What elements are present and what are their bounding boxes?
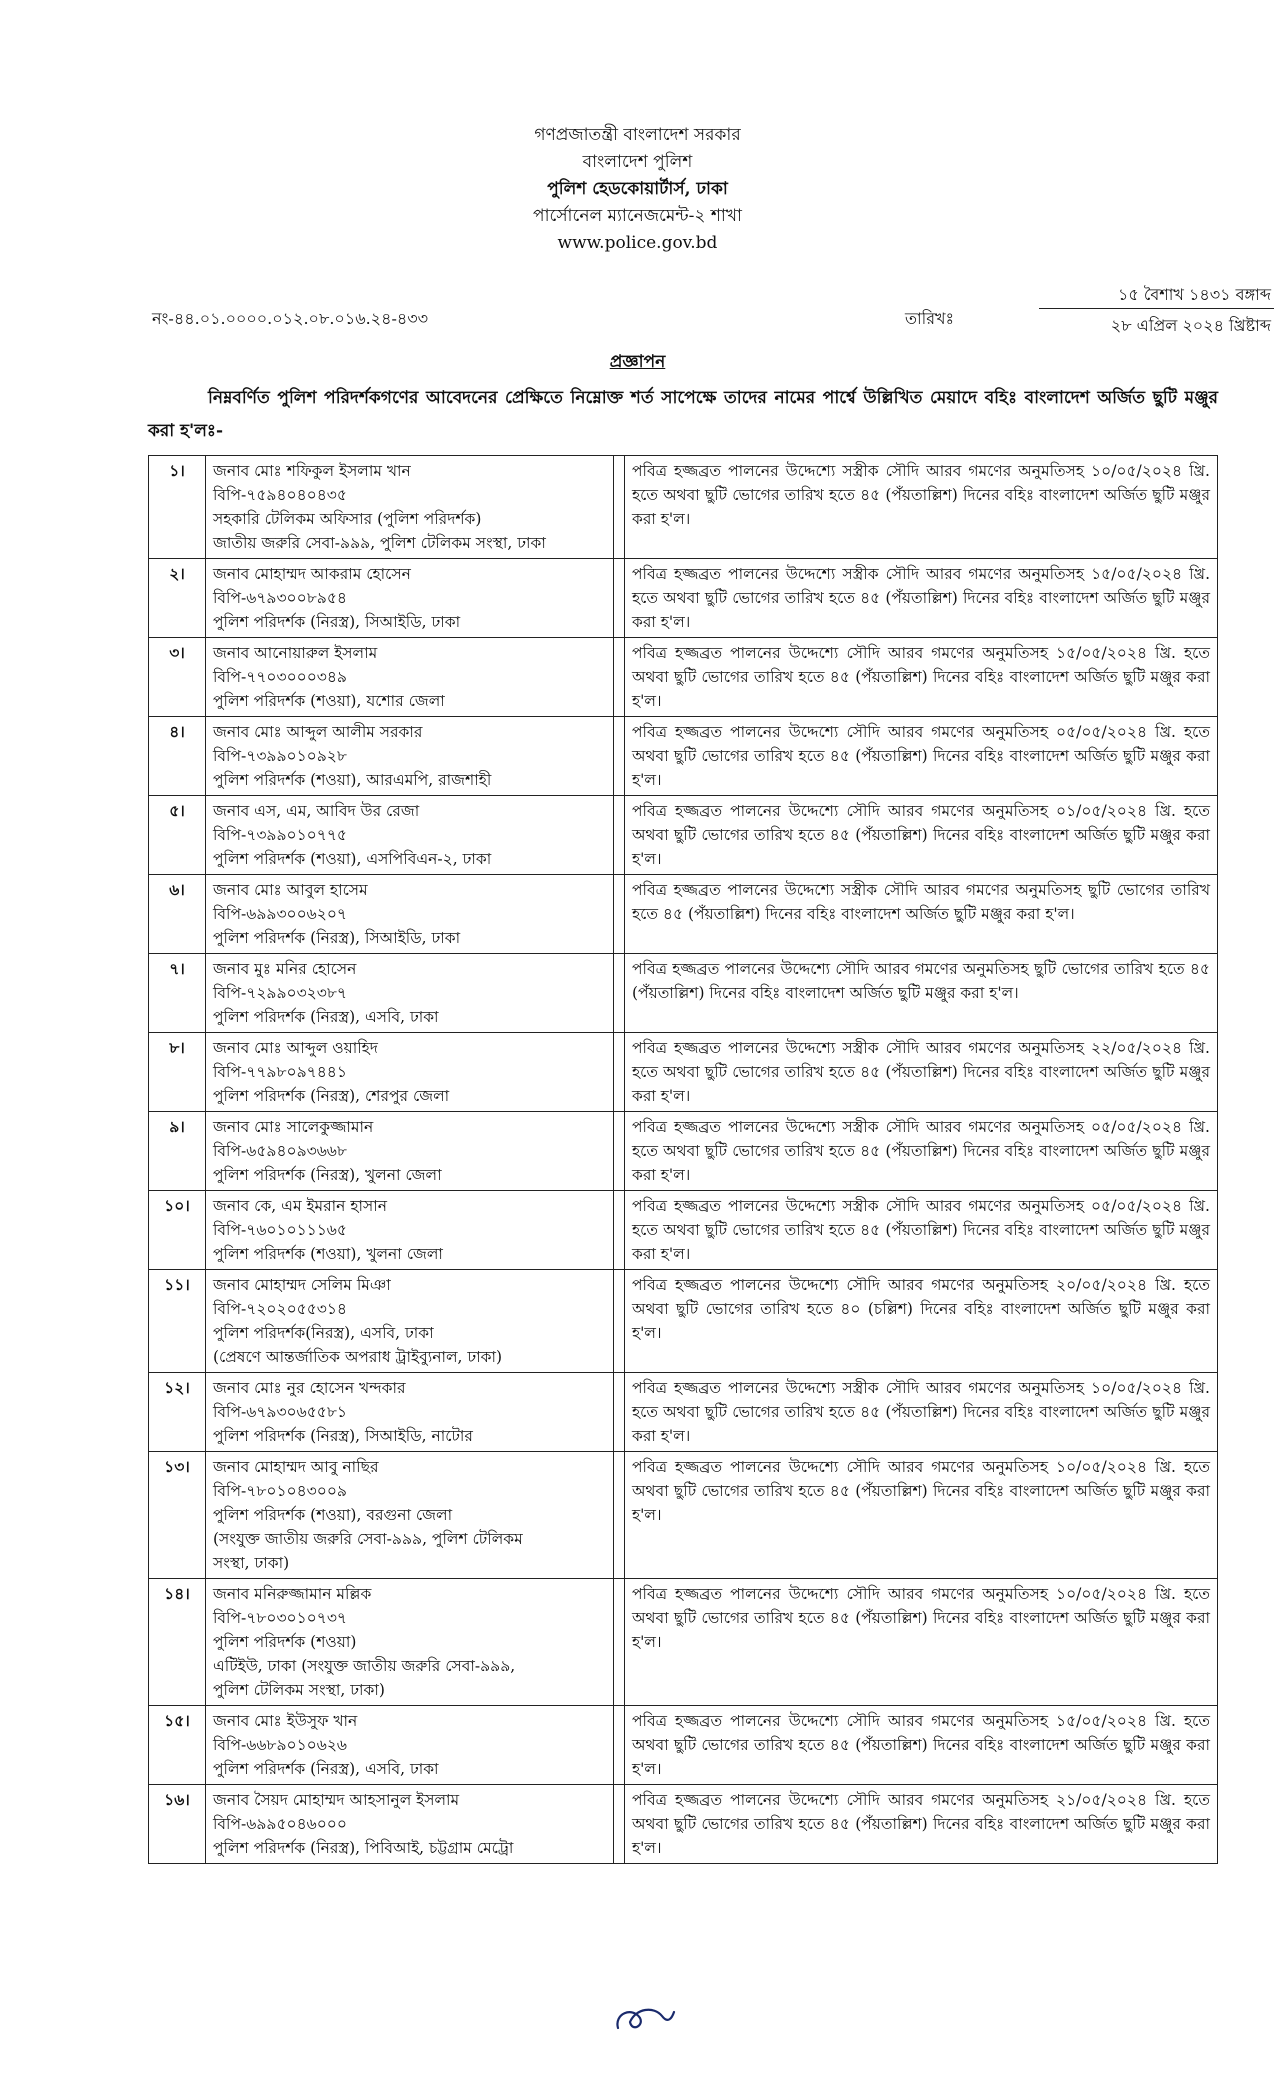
officer-name: জনাব মোঃ নুর হোসেন খন্দকার (213, 1379, 406, 1397)
leave-description: পবিত্র হজ্জব্রত পালনের উদ্দেশ্যে সস্ত্রীক সৌদি আরব গমণের অনুমতিসহ ০৫/০৫/২০২৪ খ্রি. হতে অথবা ছুটি ভোগের তারিখ হতে ৪৫ (পঁয়তাল্লিশ) দিনের বহিঃ বাংলাদেশ অর্জিত ছুটি মঞ্জুর করা হ'ল। (625, 1191, 1218, 1270)
leave-description: পবিত্র হজ্জব্রত পালনের উদ্দেশ্যে সস্ত্রীক সৌদি আরব গমণের অনুমতিসহ ছুটি ভোগের তারিখ হতে ৪৫ (পঁয়তাল্লিশ) দিনের বহিঃ বাংলাদেশ অর্জিত ছুটি মঞ্জুর করা হ'ল। (625, 875, 1218, 954)
table-row (149, 1706, 1218, 1785)
officer-name: জনাব আনোয়ারুল ইসলাম (213, 644, 378, 662)
officer-posting: পুলিশ পরিদর্শক (শওয়া), বরগুনা জেলা (213, 1506, 453, 1524)
officer-bp-number: বিপি-৬৭৯৩০০৮৯৫৪ (213, 589, 347, 607)
leave-description: পবিত্র হজ্জব্রত পালনের উদ্দেশ্যে সৌদি আরব গমণের অনুমতিসহ ১৫/০৫/২০২৪ খ্রি. হতে অথবা ছুটি ভোগের তারিখ হতে ৪৫ (পঁয়তাল্লিশ) দিনের বহিঃ বাংলাদেশ অর্জিত ছুটি মঞ্জুর করা হ'ল। (625, 638, 1218, 717)
officer-details (206, 559, 614, 638)
department-name: বাংলাদেশ পুলিশ (582, 152, 693, 172)
leave-table (148, 455, 1218, 1864)
officer-posting: জাতীয় জরুরি সেবা-৯৯৯, পুলিশ টেলিকম সংস্থা, ঢাকা (213, 534, 546, 552)
officer-bp-number: বিপি-৭৭০৩০০০৩৪৯ (213, 668, 347, 686)
officer-bp-number: বিপি-৭২০২০৫৫৩১৪ (213, 1300, 347, 1318)
officer-bp-number: বিপি-৭৭৯৮০৯৭৪৪১ (213, 1063, 347, 1081)
column-gap (614, 559, 625, 638)
officer-posting: (প্রেষণে আন্তর্জাতিক অপরাধ ট্রাইব্যুনাল, ঢাকা) (213, 1348, 503, 1366)
officer-bp-number: বিপি-৬৭৯৩০৬৫৫৮১ (213, 1403, 347, 1421)
officer-details (206, 1706, 614, 1785)
serial-number: ১। (149, 456, 206, 559)
leave-description: পবিত্র হজ্জব্রত পালনের উদ্দেশ্যে সৌদি আরব গমণের অনুমতিসহ ছুটি ভোগের তারিখ হতে ৪৫ (পঁয়তাল্লিশ) দিনের বহিঃ বাংলাদেশ অর্জিত ছুটি মঞ্জুর করা হ'ল। (625, 954, 1218, 1033)
officer-details (206, 954, 614, 1033)
officer-bp-number: বিপি-৭৫৯৪০৪০৪৩৫ (213, 486, 347, 504)
officer-posting: পুলিশ পরিদর্শক (নিরস্ত্র), পিবিআই, চট্টগ্রাম মেট্রো (213, 1839, 514, 1857)
officer-posting: (সংযুক্ত জাতীয় জরুরি সেবা-৯৯৯, পুলিশ টেলিকম (213, 1530, 523, 1548)
officer-details (206, 1579, 614, 1706)
officer-posting: পুলিশ পরিদর্শক (নিরস্ত্র), শেরপুর জেলা (213, 1087, 450, 1105)
officer-name: জনাব মোঃ আব্দুল ওয়াহিদ (213, 1039, 378, 1057)
serial-number: ৩। (149, 638, 206, 717)
letterhead (0, 122, 1275, 257)
officer-name: জনাব মোহাম্মদ সেলিম মিঞা (213, 1276, 391, 1294)
officer-bp-number: বিপি-৭২৯৯০৩২৩৮৭ (213, 984, 347, 1002)
officer-name: জনাব মুঃ মনির হোসেন (213, 960, 357, 978)
officer-name: জনাব মোঃ ইউসুফ খান (213, 1712, 358, 1730)
column-gap (614, 1452, 625, 1579)
officer-bp-number: বিপি-৬৫৯৪০৯৩৬৬৮ (213, 1142, 347, 1160)
memo-number: নং-৪৪.০১.০০০০.০১২.০৮.০১৬.২৪-৪৩৩ (152, 309, 429, 328)
serial-number: ১৪। (149, 1579, 206, 1706)
serial-number: ৬। (149, 875, 206, 954)
officer-bp-number: বিপি-৬৬৮৯০১০৬২৬ (213, 1736, 347, 1754)
officer-details (206, 1033, 614, 1112)
officer-posting: পুলিশ পরিদর্শক (শওয়া), আরএমপি, রাজশাহী (213, 771, 492, 789)
officer-details (206, 1373, 614, 1452)
serial-number: ৪। (149, 717, 206, 796)
date-bangla: ১৫ বৈশাখ ১৪৩১ বঙ্গাব্দ (1118, 285, 1271, 304)
officer-posting: পুলিশ টেলিকম সংস্থা, ঢাকা) (213, 1681, 385, 1699)
column-gap (614, 1033, 625, 1112)
officer-posting: সংস্থা, ঢাকা) (213, 1554, 290, 1572)
officer-posting: পুলিশ পরিদর্শক (নিরস্ত্র), সিআইডি, নাটোর (213, 1427, 473, 1445)
officer-bp-number: বিপি-৭৩৯৯০১০৭৭৫ (213, 826, 347, 844)
officer-details (206, 875, 614, 954)
officer-details (206, 1452, 614, 1579)
leave-description: পবিত্র হজ্জব্রত পালনের উদ্দেশ্যে সৌদি আরব গমণের অনুমতিসহ ১০/০৫/২০২৪ খ্রি. হতে অথবা ছুটি ভোগের তারিখ হতে ৪৫ (পঁয়তাল্লিশ) দিনের বহিঃ বাংলাদেশ অর্জিত ছুটি মঞ্জুর করা হ'ল। (625, 1452, 1218, 1579)
officer-name: জনাব মোঃ শফিকুল ইসলাম খান (213, 462, 411, 480)
officer-details (206, 1270, 614, 1373)
table-row (149, 954, 1218, 1033)
table-row (149, 1033, 1218, 1112)
officer-name: জনাব মোহাম্মদ আকরাম হোসেন (213, 565, 411, 583)
officer-posting: পুলিশ পরিদর্শক (নিরস্ত্র), এসবি, ঢাকা (213, 1008, 439, 1026)
serial-number: ২। (149, 559, 206, 638)
officer-posting: সহকারি টেলিকম অফিসার (পুলিশ পরিদর্শক) (213, 510, 482, 528)
column-gap (614, 456, 625, 559)
officer-name: জনাব মোহাম্মদ আবু নাছির (213, 1458, 379, 1476)
table-row (149, 717, 1218, 796)
officer-posting: পুলিশ পরিদর্শক (নিরস্ত্র), সিআইডি, ঢাকা (213, 929, 461, 947)
officer-name: জনাব এস, এম, আবিদ উর রেজা (213, 802, 420, 820)
officer-details (206, 796, 614, 875)
officer-name: জনাব মোঃ আবুল হাসেম (213, 881, 368, 899)
column-gap (614, 1112, 625, 1191)
serial-number: ১৬। (149, 1785, 206, 1864)
column-gap (614, 1706, 625, 1785)
table-row (149, 875, 1218, 954)
column-gap (614, 638, 625, 717)
officer-bp-number: বিপি-৭৮০৩০১০৭৩৭ (213, 1609, 347, 1627)
officer-posting: পুলিশ পরিদর্শক (নিরস্ত্র), খুলনা জেলা (213, 1166, 442, 1184)
table-row (149, 1112, 1218, 1191)
leave-description: পবিত্র হজ্জব্রত পালনের উদ্দেশ্যে সৌদি আরব গমণের অনুমতিসহ ০৫/০৫/২০২৪ খ্রি. হতে অথবা ছুটি ভোগের তারিখ হতে ৪৫ (পঁয়তাল্লিশ) দিনের বহিঃ বাংলাদেশ অর্জিত ছুটি মঞ্জুর করা হ'ল। (625, 717, 1218, 796)
serial-number: ৮। (149, 1033, 206, 1112)
officer-name: জনাব সৈয়দ মোহাম্মদ আহসানুল ইসলাম (213, 1791, 460, 1809)
officer-name: জনাব মোঃ সালেকুজ্জামান (213, 1118, 374, 1136)
table-row (149, 638, 1218, 717)
officer-bp-number: বিপি-৬৯৯৩০০৬২০৭ (213, 905, 347, 923)
officer-name: জনাব কে, এম ইমরান হাসান (213, 1197, 387, 1215)
column-gap (614, 1579, 625, 1706)
leave-description: পবিত্র হজ্জব্রত পালনের উদ্দেশ্যে সস্ত্রীক সৌদি আরব গমণের অনুমতিসহ ০৫/০৫/২০২৪ খ্রি. হতে অথবা ছুটি ভোগের তারিখ হতে ৪৫ (পঁয়তাল্লিশ) দিনের বহিঃ বাংলাদেশ অর্জিত ছুটি মঞ্জুর করা হ'ল। (625, 1112, 1218, 1191)
date-label: তারিখঃ (905, 309, 955, 328)
table-row (149, 796, 1218, 875)
intro-paragraph: নিম্নবর্ণিত পুলিশ পরিদর্শকগণের আবেদনের প্রেক্ষিতে নিম্নোক্ত শর্ত সাপেক্ষে তাদের নামের পার্শ্বে উল্লিখিত মেয়াদে বহিঃ বাংলাদেশ অর্জিত ছুটি মঞ্জুর করা হ'লঃ- (148, 388, 1218, 441)
column-gap (614, 1785, 625, 1864)
notice-title: প্রজ্ঞাপন (609, 352, 666, 372)
column-gap (614, 954, 625, 1033)
column-gap (614, 717, 625, 796)
officer-posting: পুলিশ পরিদর্শক (নিরস্ত্র), এসবি, ঢাকা (213, 1760, 439, 1778)
officer-bp-number: বিপি-৭৬০১০১১১৬৫ (213, 1221, 347, 1239)
column-gap (614, 796, 625, 875)
date-gregorian: ২৮ এপ্রিল ২০২৪ খ্রিষ্টাব্দ (1110, 316, 1271, 335)
serial-number: ৭। (149, 954, 206, 1033)
leave-description: পবিত্র হজ্জব্রত পালনের উদ্দেশ্যে সৌদি আরব গমণের অনুমতিসহ ২০/০৫/২০২৪ খ্রি. হতে অথবা ছুটি ভোগের তারিখ হতে ৪০ (চল্লিশ) দিনের বহিঃ বাংলাদেশ অর্জিত ছুটি মঞ্জুর করা হ'ল। (625, 1270, 1218, 1373)
serial-number: ১০। (149, 1191, 206, 1270)
leave-description: পবিত্র হজ্জব্রত পালনের উদ্দেশ্যে সস্ত্রীক সৌদি আরব গমণের অনুমতিসহ ১০/০৫/২০২৪ খ্রি. হতে অথবা ছুটি ভোগের তারিখ হতে ৪৫ (পঁয়তাল্লিশ) দিনের বহিঃ বাংলাদেশ অর্জিত ছুটি মঞ্জুর করা হ'ল। (625, 456, 1218, 559)
page-mark-signature (610, 2000, 680, 2040)
officer-posting: পুলিশ পরিদর্শক (শওয়া), যশোর জেলা (213, 692, 445, 710)
officer-details (206, 638, 614, 717)
officer-details (206, 1785, 614, 1864)
officer-bp-number: বিপি-৬৯৯৫০৪৬০০০ (213, 1815, 347, 1833)
leave-description: পবিত্র হজ্জব্রত পালনের উদ্দেশ্যে সৌদি আরব গমণের অনুমতিসহ ১০/০৫/২০২৪ খ্রি. হতে অথবা ছুটি ভোগের তারিখ হতে ৪৫ (পঁয়তাল্লিশ) দিনের বহিঃ বাংলাদেশ অর্জিত ছুটি মঞ্জুর করা হ'ল। (625, 1579, 1218, 1706)
branch-name: পার্সোনেল ম্যানেজমেন্ট-২ শাখা (533, 206, 742, 226)
leave-description: পবিত্র হজ্জব্রত পালনের উদ্দেশ্যে সস্ত্রীক সৌদি আরব গমণের অনুমতিসহ ১৫/০৫/২০২৪ খ্রি. হতে অথবা ছুটি ভোগের তারিখ হতে ৪৫ (পঁয়তাল্লিশ) দিনের বহিঃ বাংলাদেশ অর্জিত ছুটি মঞ্জুর করা হ'ল। (625, 559, 1218, 638)
table-row (149, 559, 1218, 638)
officer-bp-number: বিপি-৭৩৯৯০১০৯২৮ (213, 747, 347, 765)
officer-details (206, 1191, 614, 1270)
office-name: পুলিশ হেডকোয়ার্টার্স, ঢাকা (547, 179, 728, 199)
serial-number: ১৩। (149, 1452, 206, 1579)
officer-posting: এটিইউ, ঢাকা (সংযুক্ত জাতীয় জরুরি সেবা-৯৯৯, (213, 1657, 516, 1675)
website-link[interactable]: www.police.gov.bd (557, 233, 718, 253)
column-gap (614, 1270, 625, 1373)
officer-name: জনাব মনিরুজ্জামান মল্লিক (213, 1585, 372, 1603)
leave-description: পবিত্র হজ্জব্রত পালনের উদ্দেশ্যে সস্ত্রীক সৌদি আরব গমণের অনুমতিসহ ১০/০৫/২০২৪ খ্রি. হতে অথবা ছুটি ভোগের তারিখ হতে ৪৫ (পঁয়তাল্লিশ) দিনের বহিঃ বাংলাদেশ অর্জিত ছুটি মঞ্জুর করা হ'ল। (625, 1373, 1218, 1452)
serial-number: ১২। (149, 1373, 206, 1452)
govt-name: গণপ্রজাতন্ত্রী বাংলাদেশ সরকার (534, 125, 741, 145)
serial-number: ৯। (149, 1112, 206, 1191)
leave-description: পবিত্র হজ্জব্রত পালনের উদ্দেশ্যে সৌদি আরব গমণের অনুমতিসহ ২১/০৫/২০২৪ খ্রি. হতে অথবা ছুটি ভোগের তারিখ হতে ৪৫ (পঁয়তাল্লিশ) দিনের বহিঃ বাংলাদেশ অর্জিত ছুটি মঞ্জুর করা হ'ল। (625, 1785, 1218, 1864)
table-row (149, 456, 1218, 559)
serial-number: ১১। (149, 1270, 206, 1373)
column-gap (614, 1373, 625, 1452)
table-row (149, 1373, 1218, 1452)
date-divider (1039, 308, 1274, 309)
officer-bp-number: বিপি-৭৮০১০৪৩০০৯ (213, 1482, 347, 1500)
column-gap (614, 875, 625, 954)
serial-number: ৫। (149, 796, 206, 875)
officer-details (206, 1112, 614, 1191)
table-row (149, 1191, 1218, 1270)
officer-posting: পুলিশ পরিদর্শক(নিরস্ত্র), এসবি, ঢাকা (213, 1324, 434, 1342)
table-row (149, 1579, 1218, 1706)
leave-description: পবিত্র হজ্জব্রত পালনের উদ্দেশ্যে সৌদি আরব গমণের অনুমতিসহ ০১/০৫/২০২৪ খ্রি. হতে অথবা ছুটি ভোগের তারিখ হতে ৪৫ (পঁয়তাল্লিশ) দিনের বহিঃ বাংলাদেশ অর্জিত ছুটি মঞ্জুর করা হ'ল। (625, 796, 1218, 875)
serial-number: ১৫। (149, 1706, 206, 1785)
table-row (149, 1270, 1218, 1373)
column-gap (614, 1191, 625, 1270)
table-row (149, 1452, 1218, 1579)
leave-description: পবিত্র হজ্জব্রত পালনের উদ্দেশ্যে সৌদি আরব গমণের অনুমতিসহ ১৫/০৫/২০২৪ খ্রি. হতে অথবা ছুটি ভোগের তারিখ হতে ৪৫ (পঁয়তাল্লিশ) দিনের বহিঃ বাংলাদেশ অর্জিত ছুটি মঞ্জুর করা হ'ল। (625, 1706, 1218, 1785)
officer-posting: পুলিশ পরিদর্শক (শওয়া) (213, 1633, 357, 1651)
officer-details (206, 717, 614, 796)
officer-details (206, 456, 614, 559)
leave-description: পবিত্র হজ্জব্রত পালনের উদ্দেশ্যে সস্ত্রীক সৌদি আরব গমণের অনুমতিসহ ২২/০৫/২০২৪ খ্রি. হতে অথবা ছুটি ভোগের তারিখ হতে ৪৫ (পঁয়তাল্লিশ) দিনের বহিঃ বাংলাদেশ অর্জিত ছুটি মঞ্জুর করা হ'ল। (625, 1033, 1218, 1112)
officer-posting: পুলিশ পরিদর্শক (শওয়া), খুলনা জেলা (213, 1245, 443, 1263)
officer-posting: পুলিশ পরিদর্শক (নিরস্ত্র), সিআইডি, ঢাকা (213, 613, 461, 631)
officer-name: জনাব মোঃ আব্দুল আলীম সরকার (213, 723, 423, 741)
officer-posting: পুলিশ পরিদর্শক (শওয়া), এসপিবিএন-২, ঢাকা (213, 850, 492, 868)
table-row (149, 1785, 1218, 1864)
